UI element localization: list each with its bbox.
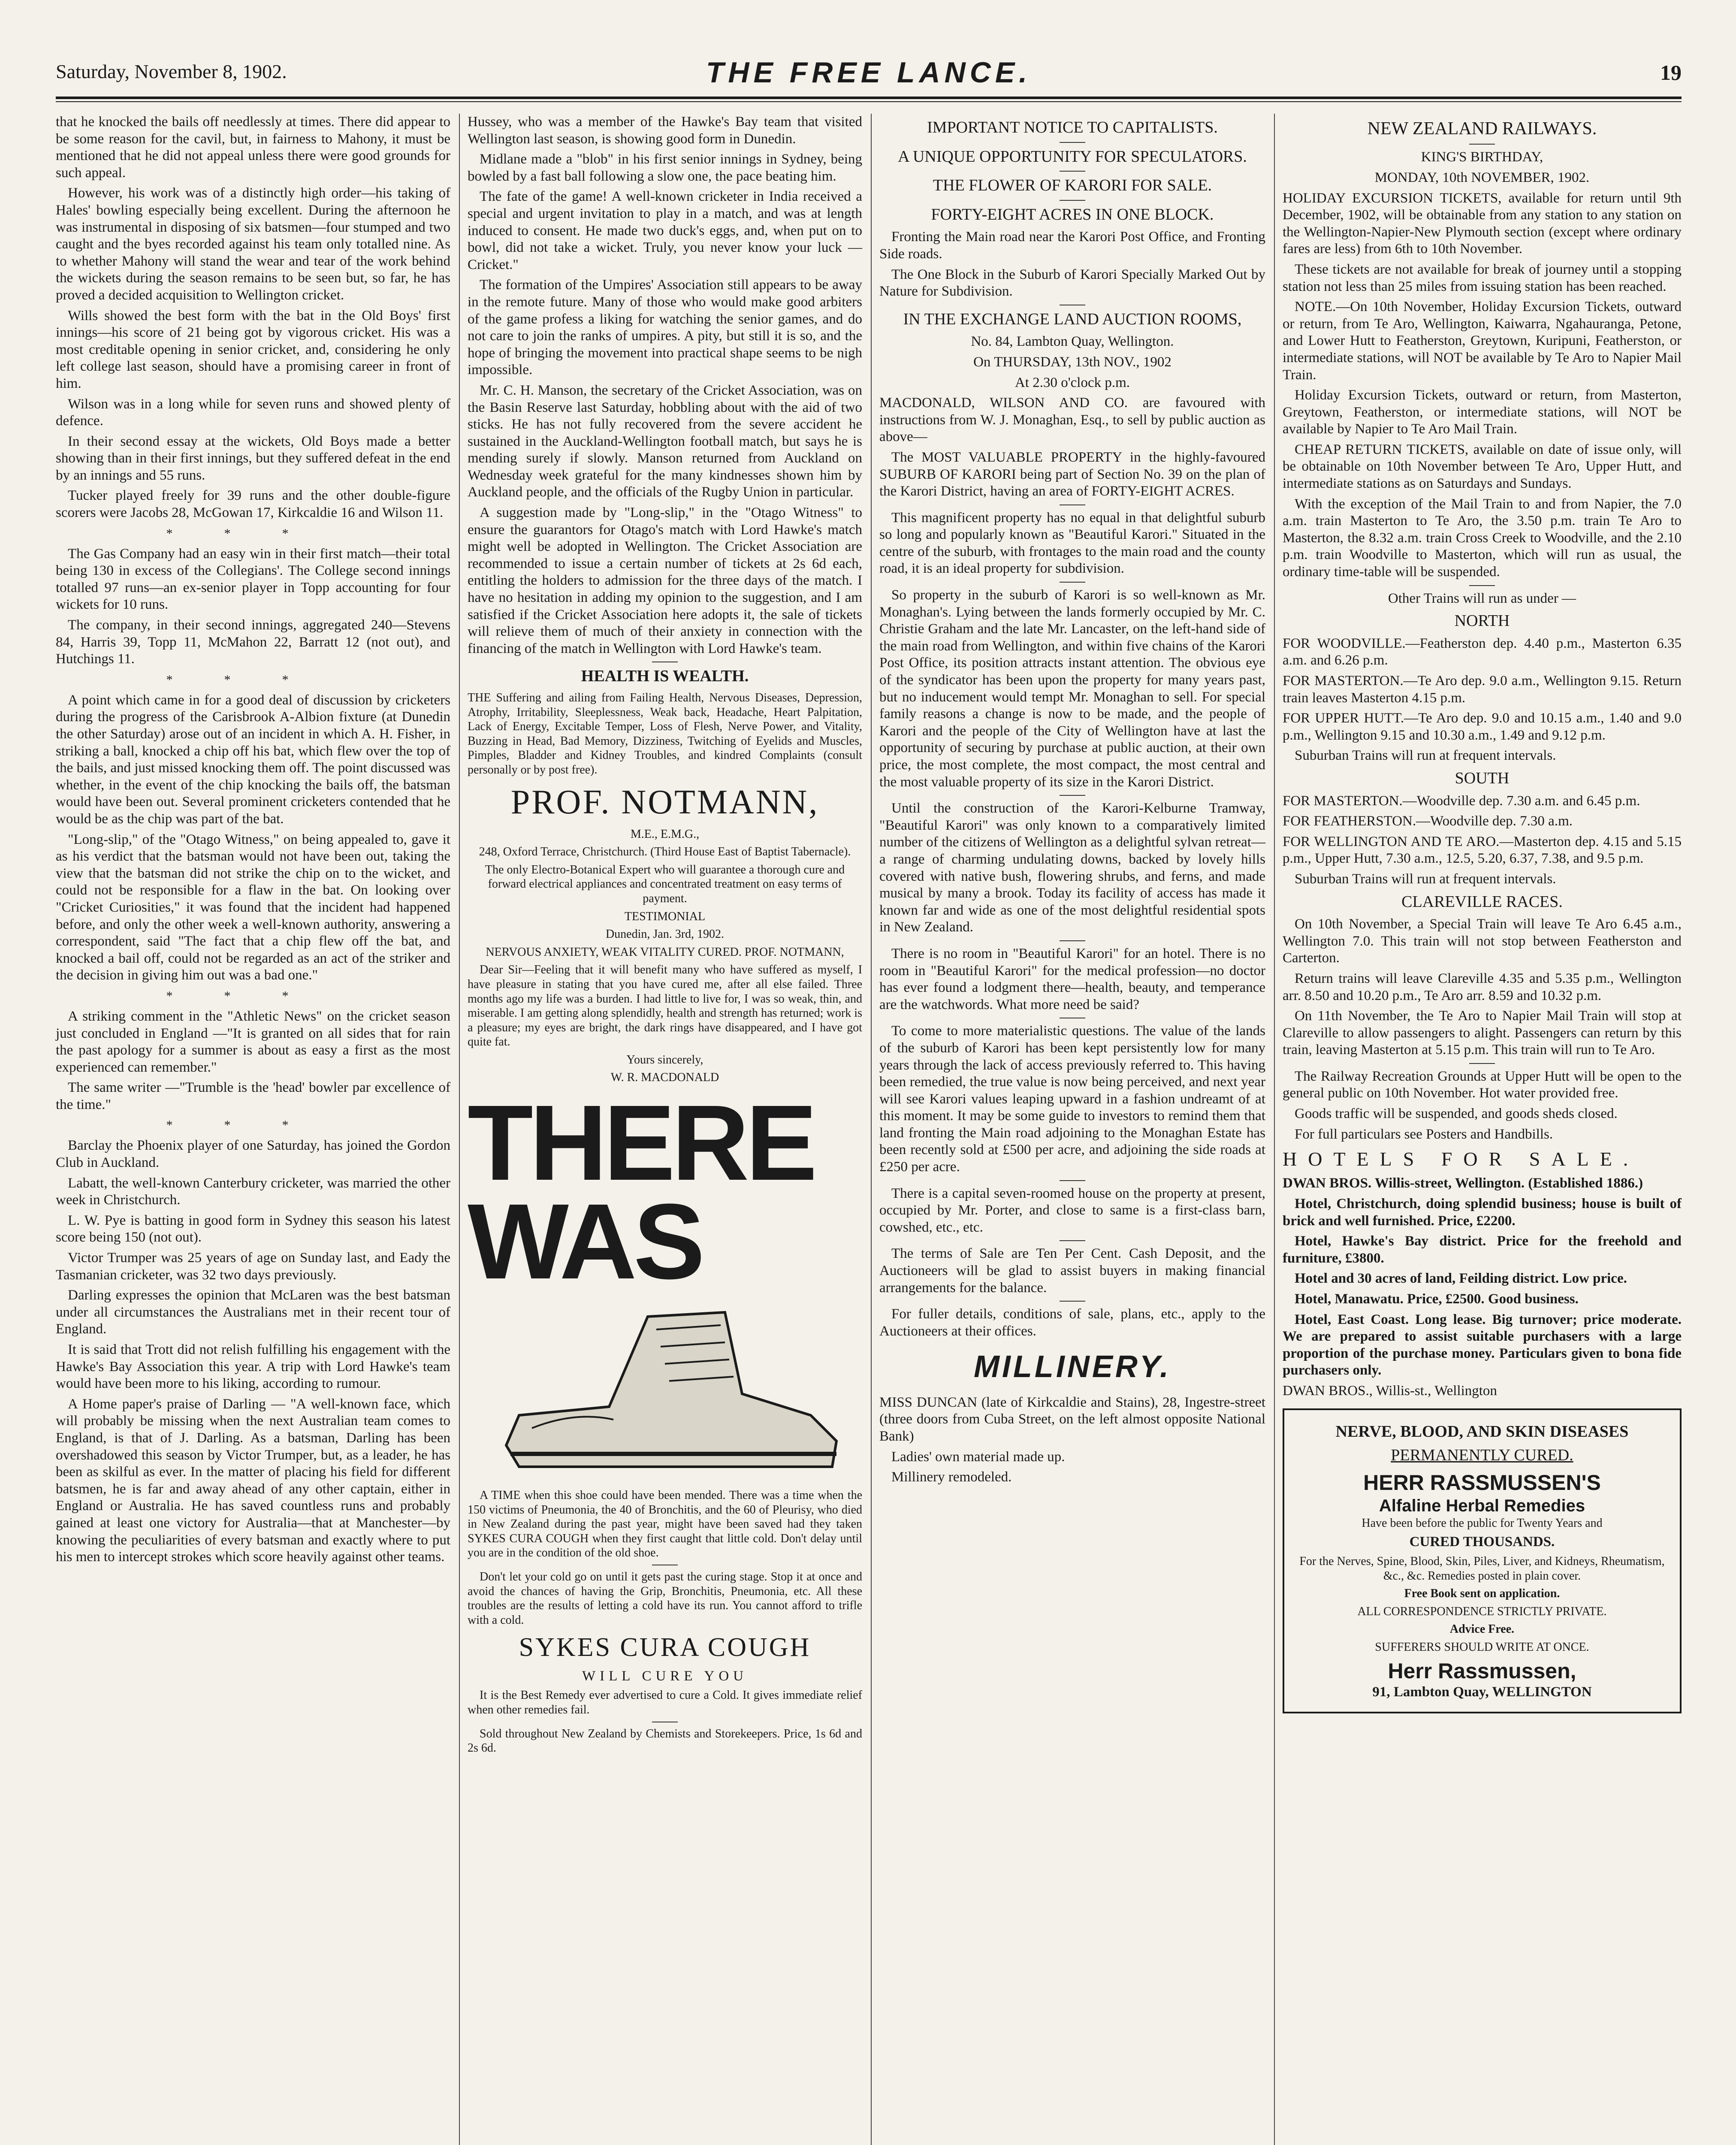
ad-name: Herr Rassmussen, bbox=[1388, 1659, 1576, 1683]
railways-section-south: SOUTH bbox=[1455, 769, 1510, 787]
hotels-text: Hotel, Manawatu. Price, £2500. Good business. bbox=[1295, 1291, 1579, 1307]
railways-section-north: NORTH bbox=[1454, 612, 1510, 630]
ad-text: Have been before the public for Twenty Years and bbox=[1362, 1516, 1603, 1530]
article-paragraph: Wills showed the best form with the bat in the Old Boys' first innings—his score of 21 being got by vigorous cricket. His was a most creditable opening in senior cricket, and, considering he only left college last season, should have a promising career in front of him. bbox=[56, 308, 450, 391]
article-paragraph: A Home paper's praise of Darling — "A well-known face, which will probably be missing when the next Australian team comes to England, is that of J. Darling. As a batsman, Darling has been overshadowed this season by Victor Trumper, but, as a leader, he has been as skilful as ever. In the matter of placing his field for different batsmen, he is far and away ahead of any other captain, either in England or Australia. He has saved countless runs and probably gained at least one victory for Australia—that at Manchester—by knowing the peculiarities of every batsman and exactly where to put his men to intercept strokes which score heavily against other teams. bbox=[56, 1396, 450, 1565]
auction-time: At 2.30 o'clock p.m. bbox=[1014, 375, 1130, 390]
millinery-text: Millinery remodeled. bbox=[891, 1469, 1012, 1485]
article-paragraph: A suggestion made by "Long-slip," in the "Otago Witness" to ensure the guarantors for Otago's match with Lord Hawke's match might well be adopted in Wellington. The Cricket Association are recommended to issue a certain number of tickets at 2s 6d each, entitling the holders to admission for the three days of the match. I have no hesitation in adding my opinion to the suggestion, and I am satisfied if the Cricket Association here adopts it, the sale of tickets will relieve them of much of their anxiety in connection with the financing of the match in Wellington with Lord Hawke's team. bbox=[468, 505, 862, 656]
railways-text: The Railway Recreation Grounds at Upper Hutt will be open to the general public on 10th November. Hot water provided free. bbox=[1283, 1068, 1682, 1101]
article-paragraph: L. W. Pye is batting in good form in Sydney this season his latest score being 150 (not out). bbox=[56, 1212, 450, 1245]
rassmussen-ad bbox=[1283, 1408, 1682, 1714]
article-paragraph: Darling expresses the opinion that McLaren was the best batsman under all circumstances the Australians met in their recent tour of England. bbox=[56, 1287, 450, 1337]
page-number: 19 bbox=[1660, 60, 1682, 85]
article-paragraph: "Long-slip," of the "Otago Witness," on being appealed to, gave it as his verdict that the batsman would not have been out, taking the view that the batsman did not strike the chip on to the wicket, and could not be responsible for a flaw in the bat. On looking over "Cricket Curiosities," it was found that the incident had happened before, and only the other week a well-known authority, answering a correspondent, said "The fact that a chip flew off the bat, and knocked a bail off, could not be regarded as an act of the striker and the decision in giving him out was a bad one." bbox=[56, 831, 450, 983]
ad-text: THE Suffering and ailing from Failing Health, Nervous Diseases, Depression, Atrophy, Irritability, Sleeplessness, Weak back, Headache, Heart Palpitation, Lack of Energy, Excitable Temper, Loss of Flesh, Nerve Power, and Vitality, Buzzing in Head, Bad Memory, Dizziness, Twitching of Eyelids and Muscles, Pimples, Bladder and Kidney Troubles, and kindred Complaints (consult personally or by post free). bbox=[468, 691, 862, 776]
ad-subtitle: WILL CURE YOU bbox=[582, 1668, 748, 1684]
masthead bbox=[56, 56, 1682, 90]
notice-paragraph: This magnificent property has no equal in that delightful suburb so long and popularly known as "Beautiful Karori." Situated in the centre of the suburb, with frontages to the main road and the county road, it is an ideal property for subdivision. bbox=[879, 510, 1265, 577]
newspaper-title: THE FREE LANCE. bbox=[706, 56, 1032, 89]
article-paragraph: In their second essay at the wickets, Old Boys made a better showing than in their first innings, but they suffered defeat in the end by an innings and 55 runs. bbox=[56, 433, 450, 483]
article-paragraph: Hussey, who was a member of the Hawke's Bay team that visited Wellington last season, is showing good form in Dunedin. bbox=[468, 114, 862, 147]
railways-text: Goods traffic will be suspended, and goods sheds closed. bbox=[1295, 1106, 1618, 1122]
article-paragraph: However, his work was of a distinctly high order—his taking of Hales' bowling especially being excellent. During the afternoon he was instrumental in disposing of six batsmen—four stumped and two caught and the byes recorded against his team only totalled nine. As to whether Mahony will stand the wear and tear of the work behind the wickets during the season remains to be seen but, so far, he has proved a decided acquisition to Wellington cricket. bbox=[56, 185, 450, 303]
ad-address: 91, Lambton Quay, WELLINGTON bbox=[1372, 1684, 1592, 1700]
ad-heading-health: HEALTH IS WEALTH. bbox=[581, 667, 749, 686]
notice-paragraph: The terms of Sale are Ten Per Cent. Cash Deposit, and the Auctioneers will be glad to assist buyers in making financial arrangements for the balance. bbox=[879, 1246, 1265, 1296]
article-paragraph: Victor Trumper was 25 years of age on Sunday last, and Eady the Tasmanian cricketer, was 32 two days previously. bbox=[56, 1250, 450, 1283]
notice-paragraph: The One Block in the Suburb of Karori Specially Marked Out by Nature for Subdivision. bbox=[879, 266, 1265, 299]
railways-text: NOTE.—On 10th November, Holiday Excursion Tickets, outward or return, from Te Aro, Wellington, Kaiwarra, Ngahauranga, Petone, and Lower Hutt to Featherston, Greytown, Kuripuni, Featherston, or intermediate stations, will NOT be available by Te Aro to Napier Mail Train. bbox=[1283, 299, 1682, 383]
railways-heading: NEW ZEALAND RAILWAYS. bbox=[1367, 119, 1597, 139]
notice-paragraph: The MOST VALUABLE PROPERTY in the highly-favoured SUBURB OF KARORI being part of Section No. 39 on the plan of the Karori District, having an area of FORTY-EIGHT ACRES. bbox=[879, 449, 1265, 499]
railways-text: CHEAP RETURN TICKETS, available on date of issue only, will be obtainable on 10th November between Te Aro, Upper Hutt, and intermediate stations as on Saturdays and Sundays. bbox=[1283, 441, 1682, 492]
notice-paragraph: So property in the suburb of Karori is so well-known as Mr. Monaghan's. Lying between the lands formerly occupied by Mr. C. Christie Graham and the late Mr. Lancaster, on the left-hand side of the main road from Wellington, and within five chains of the Karori Post Office, its position attracts instant attention. The obvious eye of the syndicator has been upon the property for many years past, but no inducement would tempt Mr. Monaghan to sell. For special family reasons a change is now to be made, and the people of Karori and the people of the City of Wellington have at last the opportunity of securing by purchase at public auction, at their own price, the most complete, the most compact, the most central and the most valuable property of its size in the Karori District. bbox=[879, 587, 1265, 790]
hotels-text: Hotel, Christchurch, doing splendid business; house is built of brick and well furnished. Price, £2200. bbox=[1283, 1196, 1682, 1229]
article-paragraph: The fate of the game! A well-known cricketer in India received a special and urgent invitation to play in a match, and was at length induced to consent. He made two duck's eggs, and, when put on to bowl, did not take a wicket. Truly, you never know your luck — Cricket." bbox=[468, 189, 862, 272]
timetable-entry: FOR UPPER HUTT.—Te Aro dep. 9.0 and 10.15 a.m., 1.40 and 9.0 p.m., Wellington 9.15 and 10.30 a.m., 1.49 and 9.12 p.m. bbox=[1283, 710, 1682, 743]
ad-text: Free Book sent on application. bbox=[1404, 1587, 1560, 1601]
ad-name: HERR RASSMUSSEN'S bbox=[1363, 1470, 1601, 1495]
timetable-entry: FOR MASTERTON.—Te Aro dep. 9.0 a.m., Wellington 9.15. Return train leaves Masterton 4.15 p.m. bbox=[1283, 673, 1682, 706]
ad-text: It is the Best Remedy ever advertised to cure a Cold. It gives immediate relief when other remedies fail. bbox=[468, 1689, 862, 1716]
hotels-heading: HOTELS FOR SALE. bbox=[1283, 1148, 1639, 1170]
column-divider bbox=[459, 114, 460, 2145]
ad-text: CURED THOUSANDS. bbox=[1409, 1534, 1555, 1550]
ad-name-notmann: PROF. NOTMANN, bbox=[510, 783, 819, 821]
millinery-text: Ladies' own material made up. bbox=[891, 1449, 1065, 1465]
divider bbox=[1060, 1180, 1085, 1181]
notice-heading: IN THE EXCHANGE LAND AUCTION ROOMS, bbox=[903, 310, 1242, 328]
ad-text: For the Nerves, Spine, Blood, Skin, Piles, Liver, and Kidneys, Rheumatism, &c., &c. Remedies posted in plain cover. bbox=[1299, 1554, 1665, 1583]
hotels-text: DWAN BROS. Willis-street, Wellington. (Established 1886.) bbox=[1283, 1175, 1643, 1191]
masthead-rule bbox=[56, 97, 1682, 99]
railways-text: Holiday Excursion Tickets, outward or return, from Masterton, Greytown, Featherston, or intermediate stations, will NOT be available by Napier to Te Aro Mail Train. bbox=[1283, 387, 1682, 437]
article-paragraph: It is said that Trott did not relish fulfilling his engagement with the Hawke's Bay Association this year. A trip with Lord Hawke's team would have been more to his liking, according to rumour. bbox=[56, 1342, 450, 1392]
article-paragraph: that he knocked the bails off needlessly at times. There did appear to be some reason for the cavil, but, in fairness to Mahony, it must be mentioned that he did not appeal unless there were good grounds for such appeal. bbox=[56, 114, 450, 181]
column-divider bbox=[871, 114, 872, 2145]
notice-paragraph: Until the construction of the Karori-Kelburne Tramway, "Beautiful Karori" was only known to a comparatively limited number of the citizens of Wellington as a delightful sylvan retreat—a range of charming undulating downs, backed by lovely hills covered with native bush, flowering shrubs, and ferns, and made musical by many a brook. Today its facility of access has made it known far and wide as one of the most delightful residential spots in New Zealand. bbox=[879, 801, 1265, 935]
ad-text: SUFFERERS SHOULD WRITE AT ONCE. bbox=[1375, 1640, 1589, 1654]
notice-paragraph: For fuller details, conditions of sale, plans, etc., apply to the Auctioneers at their offices. bbox=[879, 1306, 1265, 1339]
section-stars: *** bbox=[166, 988, 340, 1003]
clareville-heading: CLAREVILLE RACES. bbox=[1401, 892, 1563, 911]
testimonial-sign: Yours sincerely, bbox=[626, 1053, 703, 1066]
there-was-headline: THERE WAS bbox=[468, 1083, 814, 1302]
railways-subheading: KING'S BIRTHDAY, bbox=[1421, 149, 1543, 165]
article-paragraph: Barclay the Phoenix player of one Saturday, has joined the Gordon Club in Auckland. bbox=[56, 1138, 450, 1171]
notice-paragraph: MACDONALD, WILSON AND CO. are favoured with instructions from W. J. Monaghan, Esq., to sell by public auction as above— bbox=[879, 395, 1265, 445]
article-paragraph: The Gas Company had an easy win in their first match—their total being 130 in excess of the Collegians'. The College second innings totalled 97 runs—an ex-senior player in Topp accounting for four wickets for 10 runs. bbox=[56, 546, 450, 613]
divider bbox=[1060, 142, 1085, 143]
ad-text: Advice Free. bbox=[1449, 1622, 1515, 1636]
timetable-entry: FOR WOODVILLE.—Featherston dep. 4.40 p.m., Masterton 6.35 a.m. and 6.26 p.m. bbox=[1283, 635, 1682, 668]
railways-text: These tickets are not available for break of journey until a stopping station not less than 25 miles from issuing station has been reached. bbox=[1283, 261, 1682, 294]
railways-text: On 10th November, a Special Train will leave Te Aro 6.45 a.m., Wellington 7.0. This train will not stop between Featherston and Carterton. bbox=[1283, 916, 1682, 966]
column-1 bbox=[56, 114, 450, 1569]
old-shoe-icon bbox=[468, 1299, 845, 1480]
ad-text: A TIME when this shoe could have been mended. There was a time when the 150 victims of Pneumonia, the 40 of Bronchitis, and the 60 of Pleurisy, who died in New Zealand during the past year, might have been saved had they taken SYKES CURA COUGH when they first caught that little cold. Don't delay until you are in the condition of the old shoe. bbox=[468, 1489, 862, 1560]
article-paragraph: Labatt, the well-known Canterbury cricketer, was married the other week in Christchurch. bbox=[56, 1175, 450, 1208]
column-2 bbox=[468, 114, 862, 1759]
railways-text: For full particulars see Posters and Handbills. bbox=[1295, 1126, 1553, 1142]
railways-text: Other Trains will run as under — bbox=[1388, 590, 1576, 606]
ad-text: Sold throughout New Zealand by Chemists and Storekeepers. Price, 1s 6d and 2s 6d. bbox=[468, 1727, 862, 1755]
column-4 bbox=[1283, 114, 1682, 1713]
article-paragraph: Wilson was in a long while for seven runs and showed plenty of defence. bbox=[56, 396, 450, 429]
ad-heading: NERVE, BLOOD, AND SKIN DISEASES bbox=[1335, 1422, 1629, 1441]
timetable-entry: Suburban Trains will run at frequent intervals. bbox=[1295, 871, 1556, 887]
ad-text: Don't let your cold go on until it gets past the curing stage. Stop it at once and avoid the chances of having the Grip, Bronchitis, Pneumonia, etc. All these troubles are the results of letting a cold have its run. You cannot afford to trifle with a cold. bbox=[468, 1570, 862, 1627]
divider bbox=[1469, 1063, 1495, 1064]
notice-paragraph: To come to more materialistic questions. The value of the lands of the suburb of Karori has been kept persistently low for many years through the lack of access previously referred to. This having been remedied, the true value is now being perceived, and next year will see Karori values leaping upward in a fashion undreamt of at this moment. It may be some guide to investors to remind them that land fronting the Main road adjoining to the Monaghan Estate has been recently sold at £500 per acre, and adjoining the side roads at £250 per acre. bbox=[879, 1023, 1265, 1175]
hotels-text: Hotel, Hawke's Bay district. Price for the freehold and furniture, £3800. bbox=[1283, 1233, 1682, 1266]
column-divider bbox=[1274, 114, 1275, 2145]
article-paragraph: A striking comment in the "Athletic News" on the cricket season just concluded in England —"It is granted on all sides that for rain the past apology for a summer is about as easy a first as the most experienced can remember." bbox=[56, 1008, 450, 1075]
testimonial-label: TESTIMONIAL bbox=[624, 909, 706, 923]
ad-product: Alfaline Herbal Remedies bbox=[1379, 1496, 1585, 1515]
ad-text: The only Electro-Botanical Expert who will guarantee a thorough cure and forward electrical appliances and concentrated treatment on easy terms of payment. bbox=[485, 863, 845, 905]
hotels-text: Hotel and 30 acres of land, Feilding district. Low price. bbox=[1295, 1271, 1627, 1287]
article-paragraph: The formation of the Umpires' Association still appears to be away in the remote future. Many of those who would make good arbiters of the game profess a liking for watching the senior games, and do not care to join the ranks of umpires. A pity, but still it is so, and the hope of bringing the movement into practical shape seems to be nigh impossible. bbox=[468, 277, 862, 378]
divider bbox=[1060, 171, 1085, 172]
notice-heading: A UNIQUE OPPORTUNITY FOR SPECULATORS. bbox=[898, 147, 1247, 166]
ad-address: 248, Oxford Terrace, Christchurch. (Third House East of Baptist Tabernacle). bbox=[479, 845, 851, 859]
article-paragraph: The same writer —"Trumble is the 'head' bowler par excellence of the time." bbox=[56, 1080, 450, 1112]
ad-degree: M.E., E.M.G., bbox=[630, 827, 700, 841]
article-paragraph: A point which came in for a good deal of discussion by cricketers during the progress of the Carisbrook A-Albion fixture (at Dunedin the other Saturday) arose out of an incident in which A. H. Fisher, in striking a ball, knocked a chip off his bat, which flew over the top of the bails, and just missed knocking them off. The point discussed was whether, in the event of the chip knocking the bails off, the batsman would have been out. Several prominent cricketers contended that he would be as the chip was part of the bat. bbox=[56, 692, 450, 827]
timetable-entry: Suburban Trains will run at frequent intervals. bbox=[1295, 748, 1556, 764]
timetable-entry: FOR WELLINGTON AND TE ARO.—Masterton dep. 4.15 and 5.15 p.m., Upper Hutt, 7.30 a.m., 12.5, 5.20, 6.37, 7.38, and 9.5 p.m. bbox=[1283, 834, 1682, 867]
notice-heading: THE FLOWER OF KARORI FOR SALE. bbox=[933, 176, 1212, 195]
millinery-text: MISS DUNCAN (late of Kirkcaldie and Stains), 28, Ingestre-street (three doors from Cuba Street, on the left almost opposite National Bank) bbox=[879, 1394, 1265, 1444]
article-paragraph: Midlane made a "blob" in his first senior innings in Sydney, being bowled by a fast ball following a slow one, the pace beating him. bbox=[468, 151, 862, 184]
article-paragraph: Tucker played freely for 39 runs and the other double-figure scorers were Jacobs 28, McGowan 17, Kirkcaldie 16 and Wilson 11. bbox=[56, 488, 450, 521]
column-3 bbox=[879, 114, 1265, 1489]
section-stars: *** bbox=[166, 526, 340, 541]
testimonial-heading: NERVOUS ANXIETY, WEAK VITALITY CURED. PROF. NOTMANN, bbox=[486, 945, 844, 959]
railways-subheading: MONDAY, 10th NOVEMBER, 1902. bbox=[1374, 169, 1590, 185]
testimonial-sign: W. R. MACDONALD bbox=[610, 1071, 719, 1085]
railways-text: On 11th November, the Te Aro to Napier Mail Train will stop at Clareville to allow passengers to alight. Passengers can return by this train, leaving Masterton at 5.15 p.m. This train will run to Te Aro. bbox=[1283, 1008, 1682, 1058]
auction-address: No. 84, Lambton Quay, Wellington. bbox=[971, 334, 1174, 350]
railways-text: Return trains will leave Clareville 4.35 and 5.35 p.m., Wellington arr. 8.50 and 10.20 p.m., Te Aro arr. 8.59 and 10.32 p.m. bbox=[1283, 970, 1682, 1003]
hotels-text: Hotel, East Coast. Long lease. Big turnover; price moderate. We are prepared to assist suitable purchasers with a large proportion of the purchase money. Particulars given to bona fide purchasers only. bbox=[1283, 1311, 1682, 1378]
notice-paragraph: There is no room in "Beautiful Karori" for an hotel. There is no room in "Beautiful Karori" for the medical profession—no doctor has ever found a lodgment there—health, beauty, and temperance are the watchwords. What more need be said? bbox=[879, 946, 1265, 1012]
article-paragraph: Mr. C. H. Manson, the secretary of the Cricket Association, was on the Basin Reserve last Saturday, hobbling about with the aid of two sticks. He has not fully recovered from the severe accident he sustained in the Auckland-Wellington football match, but says he is mending surely if slowly. Manson returned from Auckland on Wednesday week grateful for the many kindnesses shown him by Auckland people, and the officials of the Rugby Union in particular. bbox=[468, 382, 862, 500]
notice-paragraph: Fronting the Main road near the Karori Post Office, and Fronting Side roads. bbox=[879, 229, 1265, 262]
divider bbox=[1060, 795, 1085, 796]
ad-heading: PERMANENTLY CURED. bbox=[1391, 1446, 1573, 1465]
auction-date: On THURSDAY, 13th NOV., 1902 bbox=[973, 354, 1171, 370]
ad-title-sykes: SYKES CURA COUGH bbox=[519, 1633, 811, 1662]
there-was-ad-illustration bbox=[468, 1083, 862, 1480]
divider bbox=[1060, 1240, 1085, 1241]
divider bbox=[1060, 940, 1085, 941]
divider bbox=[1060, 1301, 1085, 1302]
notice-paragraph: There is a capital seven-roomed house on the property at present, occupied by Mr. Porter, and close to same is a first-class barn, cowshed, etc., etc. bbox=[879, 1185, 1265, 1235]
testimonial-body: Dear Sir—Feeling that it will benefit many who have suffered as myself, I have pleasure in stating that you have cured me, after all else failed. Three months ago my life was a burden. I had little to live for, I was so weak, thin, and miserable. I am getting along splendidly, health and strength has returned; work is a pleasure; my eyes are bright, the dark rings have disappeared, and I have got quite fat. bbox=[468, 963, 862, 1049]
divider bbox=[1060, 200, 1085, 201]
issue-date: Saturday, November 8, 1902. bbox=[56, 60, 287, 82]
railways-text: With the exception of the Mail Train to and from Napier, the 7.0 a.m. train Masterton to Te Aro, the 3.50 p.m. train Te Aro to Masterton, the 8.32 a.m. train Cross Creek to Woodville, and the 2.10 p.m. train Woodville to Masterton, which will run as usual, the ordinary time-table will be suspended. bbox=[1283, 496, 1682, 580]
timetable-entry: FOR FEATHERSTON.—Woodville dep. 7.30 a.m. bbox=[1283, 813, 1573, 829]
ad-text: ALL CORRESPONDENCE STRICTLY PRIVATE. bbox=[1357, 1604, 1607, 1618]
article-paragraph: The company, in their second innings, aggregated 240—Stevens 84, Harris 39, Topp 11, McMahon 22, Barratt 12 (not out), and Hutchings 11. bbox=[56, 617, 450, 667]
divider bbox=[1469, 585, 1495, 586]
section-stars: *** bbox=[166, 672, 340, 687]
masthead-rule-thin bbox=[56, 101, 1682, 102]
testimonial-date: Dunedin, Jan. 3rd, 1902. bbox=[605, 927, 725, 941]
railways-text: HOLIDAY EXCURSION TICKETS, available for return until 9th December, 1902, will be obtainable from any station to any station on the Wellington-Napier-New Plymouth section (except where ordinary fares are less) from 6th to 10th November. bbox=[1283, 190, 1682, 257]
notice-heading: IMPORTANT NOTICE TO CAPITALISTS. bbox=[927, 118, 1218, 136]
notice-heading: FORTY-EIGHT ACRES IN ONE BLOCK. bbox=[931, 205, 1214, 224]
hotels-text: DWAN BROS., Willis-st., Wellington bbox=[1283, 1383, 1497, 1399]
timetable-entry: FOR MASTERTON.—Woodville dep. 7.30 a.m. and 6.45 p.m. bbox=[1283, 793, 1640, 809]
section-stars: *** bbox=[166, 1118, 340, 1133]
millinery-heading: MILLINERY. bbox=[973, 1350, 1171, 1384]
divider bbox=[1469, 144, 1495, 145]
divider bbox=[1060, 582, 1085, 583]
